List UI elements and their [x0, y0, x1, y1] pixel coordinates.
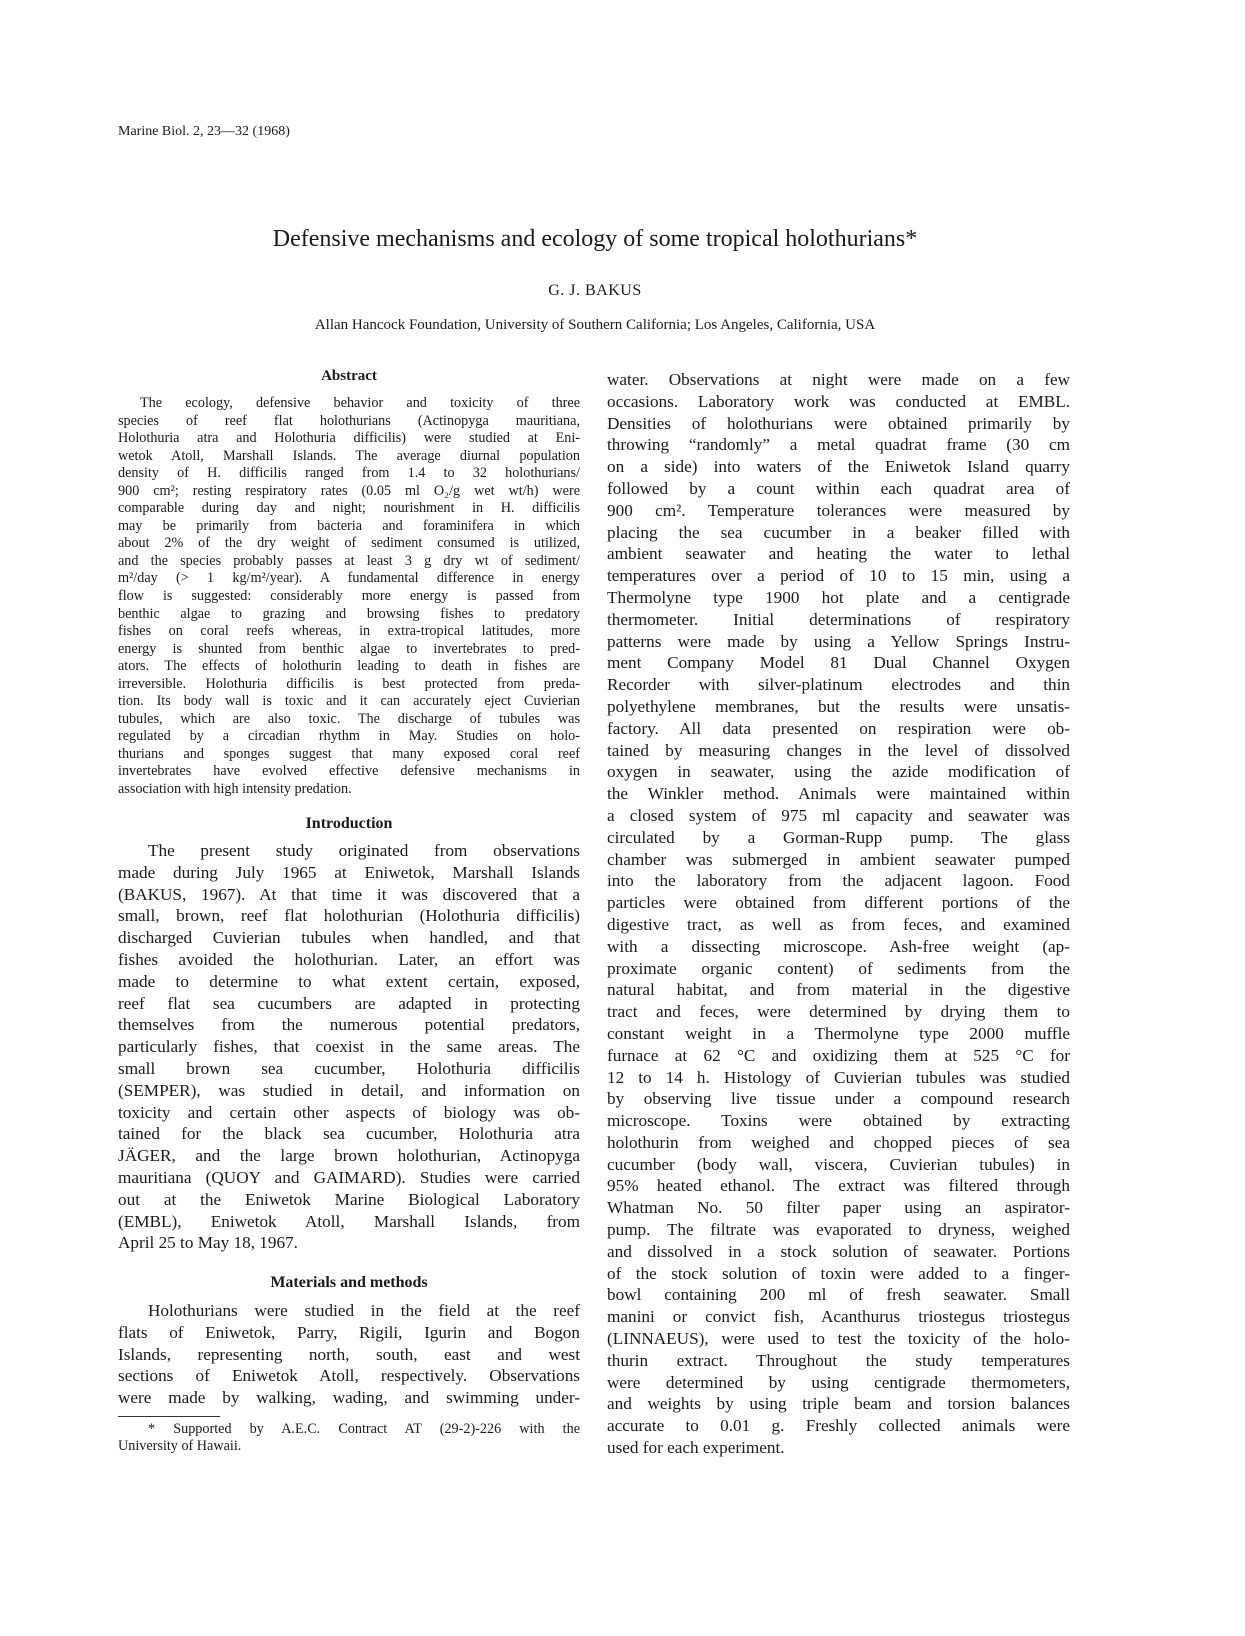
text-line: manini or convict fish, Acanthurus triostegus triostegus	[607, 1307, 1070, 1327]
text-line: circulated by a Gorman-Rupp pump. The glass	[607, 827, 1070, 847]
text-line: fishes on coral reefs whereas, in extra-tropical latitudes, more	[118, 623, 580, 640]
text-line: bowl containing 200 ml of fresh seawater. Small	[607, 1285, 1070, 1305]
text-line: discharged Cuvierian tubules when handled, and that	[118, 928, 580, 948]
author: G. J. BAKUS	[548, 282, 642, 299]
text-line: irreversible. Holothuria difficilis is best protected from preda-	[118, 675, 580, 692]
text-line: tract and feces, were determined by drying them to	[607, 1002, 1070, 1022]
footnote-rule	[118, 1416, 220, 1417]
text-line: flow is suggested: considerably more energy is passed from	[118, 588, 580, 605]
text-line: made to determine to what extent certain, exposed,	[118, 971, 580, 991]
text-line: into the laboratory from the adjacent lagoon. Food	[607, 871, 1070, 891]
text-line: accurate to 0.01 g. Freshly collected animals were	[607, 1416, 1070, 1436]
text-line: proximate organic content) of sediments from the	[607, 958, 1070, 978]
text-line: wetok Atoll, Marshall Islands. The average diurnal population	[118, 447, 580, 464]
paper-title: Defensive mechanisms and ecology of some tropical holothurians*	[272, 226, 918, 252]
introduction-body	[118, 840, 580, 1254]
text-line: cucumber (body wall, viscera, Cuvierian tubules) in	[607, 1154, 1070, 1174]
materials-heading: Materials and methods	[270, 1274, 428, 1291]
text-line: microscope. Toxins were obtained by extracting	[607, 1111, 1070, 1131]
text-line: about 2% of the dry weight of sediment consumed is utilized,	[118, 535, 580, 552]
text-line: (SEMPER), was studied in detail, and information on	[118, 1080, 580, 1100]
text-line: ators. The effects of holothurin leading to death in fishes are	[118, 658, 580, 675]
text-line: tained by measuring changes in the level of dissolved	[607, 740, 1070, 760]
text-line: Holothuria atra and Holothuria difficilis) were studied at Eni-	[118, 430, 580, 447]
footnote	[118, 1421, 580, 1455]
text-line: invertebrates have evolved effective defensive mechanisms in	[118, 763, 580, 780]
text-line: thermometer. Initial determinations of respiratory	[607, 609, 1070, 629]
text-line: thurians and sponges suggest that many exposed coral reef	[118, 745, 580, 762]
text-line: regulated by a circadian rhythm in May. Studies on holo-	[118, 728, 580, 745]
text-line: a closed system of 975 ml capacity and seawater was	[607, 805, 1070, 825]
text-line: constant weight in a Thermolyne type 2000 muffle	[607, 1023, 1070, 1043]
text-line: polyethylene membranes, but the results were unsatis-	[607, 696, 1070, 716]
abstract-heading: Abstract	[321, 368, 377, 384]
text-line: benthic algae to grazing and browsing fishes to predatory	[118, 605, 580, 622]
text-line: Whatman No. 50 filter paper using an aspirator-	[607, 1198, 1070, 1218]
text-line: 900 cm². Temperature tolerances were measured by	[607, 500, 1070, 520]
text-line: oxygen in seawater, using the azide modification of	[607, 762, 1070, 782]
text-line: energy is shunted from benthic algae to invertebrates to pred-	[118, 640, 580, 657]
introduction-heading: Introduction	[305, 815, 393, 832]
text-line: were made by walking, wading, and swimming under-	[118, 1388, 580, 1408]
text-line: Holothurians were studied in the field at the reef	[148, 1301, 580, 1320]
text-line: density of H. difficilis ranged from 1.4 to 32 holothurians/	[118, 465, 580, 482]
text-line: with a dissecting microscope. Ash-free weight (ap-	[607, 936, 1070, 956]
text-line: may be primarily from bacteria and foraminifera in which	[118, 517, 580, 534]
text-line: by observing live tissue under a compound research	[607, 1089, 1070, 1109]
text-line: water. Observations at night were made on a few	[607, 370, 1070, 389]
text-line: 12 to 14 h. Histology of Cuvierian tubules was studied	[607, 1067, 1070, 1087]
text-line: particles were obtained from different portions of the	[607, 893, 1070, 913]
text-line: association with high intensity predation.	[118, 781, 352, 798]
affiliation: Allan Hancock Foundation, University of Southern California; Los Angeles, California, USA	[314, 317, 876, 333]
text-line: and weights by using triple beam and torsion balances	[607, 1394, 1070, 1414]
text-line: April 25 to May 18, 1967.	[118, 1233, 298, 1253]
text-line: natural habitat, and from material in the digestive	[607, 980, 1070, 1000]
text-line: factory. All data presented on respiration were ob-	[607, 718, 1070, 738]
text-line: flats of Eniwetok, Parry, Rigili, Igurin and Bogon	[118, 1322, 580, 1342]
text-line: m²/day (> 1 kg/m²/year). A fundamental difference in energy	[118, 570, 580, 587]
text-line: thurin extract. Throughout the study temperatures	[607, 1350, 1070, 1370]
text-line: tion. Its body wall is toxic and it can accurately eject Cuvierian	[118, 693, 580, 710]
text-line: University of Hawaii.	[118, 1438, 242, 1454]
text-line: toxicity and certain other aspects of biology was ob-	[118, 1102, 580, 1122]
text-line: digestive tract, as well as from feces, and examined	[607, 914, 1070, 934]
text-line: JÄGER, and the large brown holothurian, Actinopyga	[118, 1146, 580, 1166]
text-line: made during July 1965 at Eniwetok, Marshall Islands	[118, 862, 580, 882]
materials-body-left	[118, 1300, 580, 1409]
text-line: tubules, which are also toxic. The discharge of tubules was	[118, 710, 580, 727]
text-line: particularly fishes, that coexist in the same areas. The	[118, 1037, 580, 1057]
text-line: of the stock solution of toxin were added to a finger-	[607, 1263, 1070, 1283]
text-line: furnace at 62 °C and oxidizing them at 525 °C for	[607, 1045, 1070, 1065]
text-line: Islands, representing north, south, east and west	[118, 1344, 580, 1364]
text-line: throwing “randomly” a metal quadrat frame (30 cm	[607, 435, 1070, 455]
text-line: The ecology, defensive behavior and toxicity of three	[140, 395, 580, 411]
text-line: 95% heated ethanol. The extract was filtered through	[607, 1176, 1070, 1196]
text-line: The present study originated from observations	[148, 841, 580, 860]
text-line: patterns were made by using a Yellow Springs Instru-	[607, 631, 1070, 651]
text-line: followed by a count within each quadrat area of	[607, 478, 1070, 498]
text-line: small, brown, reef flat holothurian (Holothuria difficilis)	[118, 906, 580, 926]
text-line: (BAKUS, 1967). At that time it was discovered that a	[118, 884, 580, 904]
text-line: ment Company Model 81 Dual Channel Oxygen	[607, 653, 1070, 673]
text-line: holothurin from weighed and chopped pieces of sea	[607, 1132, 1070, 1152]
text-line: Densities of holothurians were obtained primarily by	[607, 413, 1070, 433]
materials-body-right	[607, 369, 1070, 1459]
journal-reference: Marine Biol. 2, 23—32 (1968)	[118, 124, 290, 139]
text-line: ambient seawater and heating the water to lethal	[607, 544, 1070, 564]
text-line: used for each experiment.	[607, 1438, 785, 1458]
text-line: small brown sea cucumber, Holothuria difficilis	[118, 1058, 580, 1078]
text-line: sections of Eniwetok Atoll, respectively. Observations	[118, 1366, 580, 1386]
text-line: themselves from the numerous potential predators,	[118, 1015, 580, 1035]
text-line: the Winkler method. Animals were maintained within	[607, 784, 1070, 804]
text-line: were determined by using centigrade thermometers,	[607, 1372, 1070, 1392]
text-line: and dissolved in a stock solution of seawater. Portions	[607, 1241, 1070, 1261]
text-line: temperatures over a period of 10 to 15 min, using a	[607, 566, 1070, 586]
text-line: pump. The filtrate was evaporated to dryness, weighed	[607, 1220, 1070, 1240]
text-line: fishes avoided the holothurian. Later, an effort was	[118, 949, 580, 969]
text-line: (LINNAEUS), were used to test the toxicity of the holo-	[607, 1329, 1070, 1349]
text-line: reef flat sea cucumbers are adapted in protecting	[118, 993, 580, 1013]
text-line: on a side) into waters of the Eniwetok Island quarry	[607, 457, 1070, 477]
text-line: comparable during day and night; nourishment in H. difficilis	[118, 500, 580, 517]
text-line: * Supported by A.E.C. Contract AT (29-2)-226 with the	[148, 1421, 580, 1437]
text-line: 900 cm²; resting respiratory rates (0.05 ml O₂/g wet wt/h) were	[118, 482, 580, 499]
text-line: Thermolyne type 1900 hot plate and a centigrade	[607, 587, 1070, 607]
text-line: occasions. Laboratory work was conducted at EMBL.	[607, 391, 1070, 411]
abstract-body	[118, 395, 580, 799]
text-line: (EMBL), Eniwetok Atoll, Marshall Islands, from	[118, 1211, 580, 1231]
text-line: out at the Eniwetok Marine Biological Laboratory	[118, 1189, 580, 1209]
text-line: tained for the black sea cucumber, Holothuria atra	[118, 1124, 580, 1144]
text-line: and the species probably passes at least 3 g dry wt of sediment/	[118, 552, 580, 569]
text-line: Recorder with silver-platinum electrodes and thin	[607, 675, 1070, 695]
text-line: species of reef flat holothurians (Actinopyga mauritiana,	[118, 412, 580, 429]
text-line: mauritiana (QUOY and GAIMARD). Studies were carried	[118, 1167, 580, 1187]
text-line: chamber was submerged in ambient seawater pumped	[607, 849, 1070, 869]
text-line: placing the sea cucumber in a beaker filled with	[607, 522, 1070, 542]
